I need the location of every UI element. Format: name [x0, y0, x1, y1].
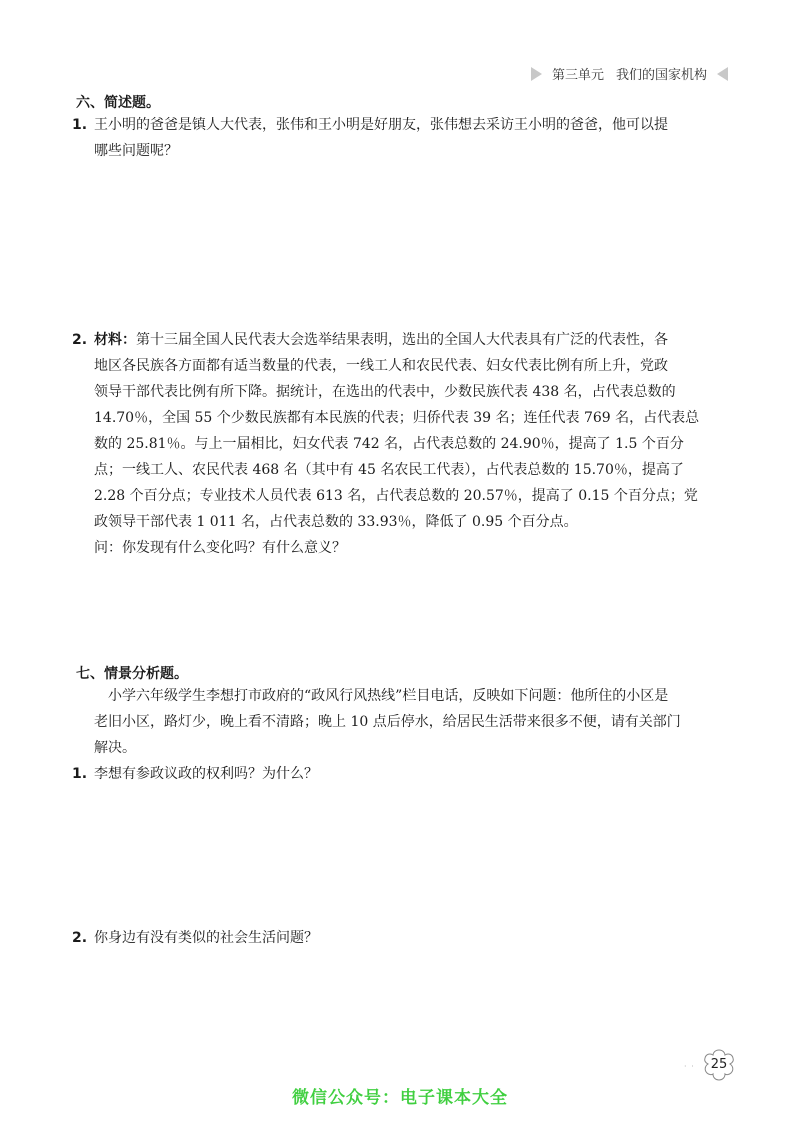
material-line: 第十三届全国人民代表大会选举结果表明，选出的全国人大代表具有广泛的代表性，各	[136, 332, 668, 348]
scenario-line: 小学六年级学生李想打市政府的“政风行风热线”栏目电话，反映如下问题：他所住的小区是	[108, 688, 669, 704]
material-line: 领导干部代表比例有所下降。据统计，在选出的代表中，少数民族代表 438 名，占代表总数的	[94, 384, 676, 400]
section-7-question-1	[72, 761, 732, 787]
question-number: 1.	[72, 766, 88, 782]
material-line: 点；一线工人、农民代表 468 名（其中有 45 名农民工代表），占代表总数的 15.70％，提高了	[94, 462, 684, 478]
scenario-line: 解决。	[94, 740, 136, 756]
page-header	[531, 64, 728, 83]
material-label: 材料：	[94, 332, 136, 348]
material-line: 14.70％，全国 55 个少数民族都有本民族的代表；归侨代表 39 名；连任代表 769 名，占代表总	[94, 410, 700, 426]
scenario-line: 老旧小区，路灯少，晚上看不清路；晚上 10 点后停水，给居民生活带来很多不便，请有关部门	[94, 714, 681, 730]
material-line: 2.28 个百分点；专业技术人员代表 613 名，占代表总数的 20.57％，提高了 0.15 个百分点；党	[94, 488, 698, 504]
question-text: 李想有参政议政的权利吗？为什么？	[94, 766, 318, 782]
header-unit: 第三单元	[551, 68, 604, 83]
header-triangle-left-icon	[531, 67, 542, 81]
section-6-question-1	[72, 112, 732, 164]
watermark-text: 微信公众号：电子课本大全	[292, 1088, 508, 1108]
question-number: 2.	[72, 930, 88, 946]
page-number: 25	[710, 1057, 728, 1072]
material-line: 数的 25.81％。与上一届相比，妇女代表 742 名，占代表总数的 24.90％，提高了 1.5 个百分	[94, 436, 684, 452]
question-number: 2.	[72, 332, 88, 348]
section-6-title: 六、简述题。	[76, 95, 160, 111]
section-7-title: 七、情景分析题。	[76, 666, 188, 682]
material-line: 政领导干部代表 1 011 名，占代表总数的 33.93％，降低了 0.95 个百分点。	[94, 514, 578, 530]
header-triangle-right-icon	[717, 67, 728, 81]
question-number: 1.	[72, 117, 88, 133]
decorative-dots: · ·	[684, 1062, 695, 1071]
question-text: 王小明的爸爸是镇人大代表，张伟和王小明是好朋友，张伟想去采访王小明的爸爸，他可以提	[94, 117, 668, 133]
question-text-continued: 哪些问题呢？	[94, 143, 178, 159]
question-text: 你身边有没有类似的社会生活问题？	[94, 930, 318, 946]
page-number-badge	[700, 1046, 738, 1084]
material-line: 地区各民族各方面都有适当数量的代表，一线工人和农民代表、妇女代表比例有所上升，党政	[94, 358, 668, 374]
section-7-question-2	[72, 925, 732, 951]
section-7-scenario	[72, 683, 732, 761]
material-question: 问：你发现有什么变化吗？有什么意义？	[94, 540, 346, 556]
header-title: 我们的国家机构	[615, 68, 707, 83]
section-6-question-2	[72, 327, 732, 561]
